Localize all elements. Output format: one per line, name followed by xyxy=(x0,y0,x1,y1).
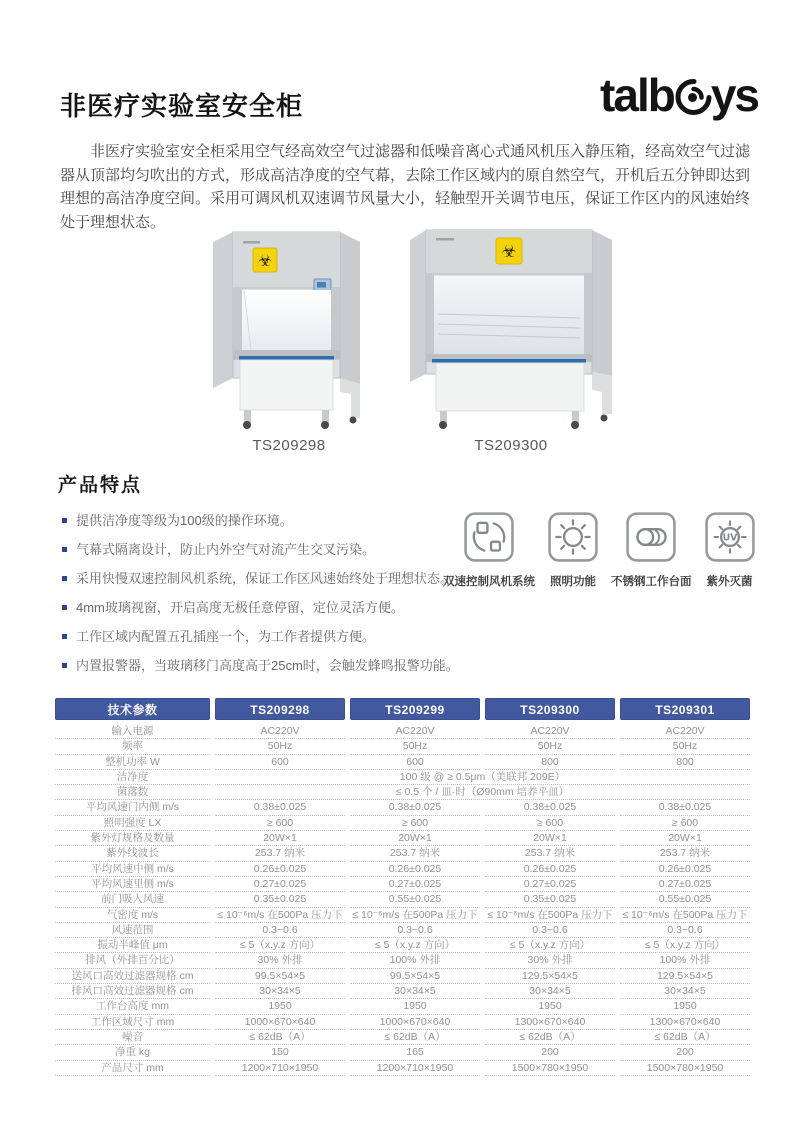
spec-value: AC220V xyxy=(485,724,615,739)
feature-text: 工作区域内配置五孔插座一个，为工作者提供方便。 xyxy=(76,629,376,644)
spec-value: 0.3~0.6 xyxy=(485,923,615,938)
features-heading: 产品特点 xyxy=(58,475,143,496)
svg-text:☣: ☣ xyxy=(501,242,517,261)
spec-value: 99.5×54×5 xyxy=(215,969,345,984)
spec-value: 30×34×5 xyxy=(350,984,480,999)
bullet-icon xyxy=(62,547,67,552)
spec-value: ≤ 5（x.y.z 方向） xyxy=(350,938,480,953)
spec-value: 50Hz xyxy=(620,739,750,754)
spec-row-label: 输入电源 xyxy=(55,724,210,739)
feature-icon-block-uv xyxy=(705,512,755,589)
spec-row-label: 工作区域尺寸 mm xyxy=(55,1015,210,1030)
spec-value: 0.55±0.025 xyxy=(620,892,750,907)
spec-value: 800 xyxy=(620,755,750,770)
spec-value: 0.27±0.025 xyxy=(350,877,480,892)
spec-value: 0.3~0.6 xyxy=(215,923,345,938)
spec-value: 0.38±0.025 xyxy=(485,800,615,815)
bullet-icon xyxy=(62,518,67,523)
spec-value: 0.27±0.025 xyxy=(620,877,750,892)
dual-speed-fan-icon xyxy=(464,512,514,562)
spec-row-label: 照明强度 LX xyxy=(55,816,210,831)
bullet-icon xyxy=(62,634,67,639)
spec-value: ≤ 10⁻⁶m/s 在500Pa 压力下 xyxy=(350,908,480,923)
spec-header-model: TS209299 xyxy=(350,698,480,720)
spec-value-span: ≤ 0.5 个 / 皿·时（Ø90mm 培养平皿） xyxy=(215,785,750,800)
spec-value: 99.5×54×5 xyxy=(350,969,480,984)
spec-value: 20W×1 xyxy=(620,831,750,846)
spec-value: ≤ 62dB（A） xyxy=(620,1030,750,1045)
spec-value: 1000×670×640 xyxy=(215,1015,345,1030)
spec-value: AC220V xyxy=(620,724,750,739)
spec-value: 200 xyxy=(620,1045,750,1060)
spec-row-label: 振动半峰值 μm xyxy=(55,938,210,953)
product-caption-1: TS209298 xyxy=(252,437,326,454)
spec-value: 600 xyxy=(350,755,480,770)
spec-value: 1200×710×1950 xyxy=(350,1061,480,1076)
product-figure-2 xyxy=(396,226,626,454)
feature-list xyxy=(62,506,459,680)
spec-row-label: 平均风速门内侧 m/s xyxy=(55,800,210,815)
logo-swirl-icon xyxy=(673,77,713,117)
brand-logo xyxy=(600,69,758,121)
spec-value: ≤ 62dB（A） xyxy=(350,1030,480,1045)
spec-value: 1300×670×640 xyxy=(485,1015,615,1030)
spec-value: 1500×780×1950 xyxy=(485,1061,615,1076)
bullet-icon xyxy=(62,663,67,668)
spec-value: 1950 xyxy=(485,999,615,1014)
feature-item xyxy=(62,651,459,680)
feature-icon-block-fan xyxy=(443,512,535,589)
feature-icon-label: 不锈钢工作台面 xyxy=(611,576,692,588)
spec-value-span: 100 级 @ ≥ 0.5μm（美联邦 209E） xyxy=(215,770,750,785)
spec-value: 253.7 纳米 xyxy=(350,846,480,861)
spec-value: 1000×670×640 xyxy=(350,1015,480,1030)
spec-row-label: 风速范围 xyxy=(55,923,210,938)
cabinet-photo-ts209298 xyxy=(183,226,395,430)
feature-item xyxy=(62,535,459,564)
spec-value: AC220V xyxy=(350,724,480,739)
spec-value: 253.7 纳米 xyxy=(215,846,345,861)
spec-value: 50Hz xyxy=(215,739,345,754)
spec-row-label: 送风口高效过滤器规格 cm xyxy=(55,969,210,984)
spec-value: ≤ 62dB（A） xyxy=(485,1030,615,1045)
bullet-icon xyxy=(62,576,67,581)
spec-value: 1950 xyxy=(620,999,750,1014)
spec-header-params: 技术参数 xyxy=(55,698,210,720)
spec-value: 200 xyxy=(485,1045,615,1060)
feature-text: 4mm玻璃视窗，开启高度无极任意停留，定位灵活方便。 xyxy=(76,600,404,615)
spec-value: 1950 xyxy=(350,999,480,1014)
intro-paragraph: 非医疗实验室安全柜采用空气经高效空气过滤器和低噪音离心式通风机压入静压箱，经高效空气过滤器从顶部均匀吹出的方式，形成高洁净度的空气幕，去除工作区域内的原自然空气，开机后五分钟即达到理想的高洁净度空间。采用可调风机双速调节风量大小，轻触型开关调节电压，保证工作区内的风速始终处于理想状态。 xyxy=(60,143,751,231)
spec-value: 30×34×5 xyxy=(620,984,750,999)
lighting-icon xyxy=(548,512,598,562)
spec-value: 129.5×54×5 xyxy=(485,969,615,984)
spec-value: 0.38±0.025 xyxy=(215,800,345,815)
cabinet-photo-ts209300 xyxy=(396,226,626,430)
product-figure-1 xyxy=(183,226,395,454)
spec-row-label: 净重 kg xyxy=(55,1045,210,1060)
uv-sterilize-icon xyxy=(705,512,755,562)
svg-text:☣: ☣ xyxy=(257,253,273,270)
spec-value: 0.27±0.025 xyxy=(485,877,615,892)
spec-value: 0.3~0.6 xyxy=(350,923,480,938)
feature-item xyxy=(62,564,459,593)
logo-text-right: ys xyxy=(710,69,758,121)
spec-value: 50Hz xyxy=(485,739,615,754)
spec-value: 30% 外排 xyxy=(485,953,615,968)
spec-value: AC220V xyxy=(215,724,345,739)
spec-value: 0.26±0.025 xyxy=(485,862,615,877)
spec-value: 20W×1 xyxy=(350,831,480,846)
spec-row-label: 排风口高效过滤器规格 cm xyxy=(55,984,210,999)
spec-row-label: 频率 xyxy=(55,739,210,754)
spec-value: 129.5×54×5 xyxy=(620,969,750,984)
spec-header-model: TS209301 xyxy=(620,698,750,720)
spec-row-label: 平均风速中侧 m/s xyxy=(55,862,210,877)
feature-text: 气幕式隔离设计，防止内外空气对流产生交叉污染。 xyxy=(76,542,376,557)
spec-value: 30×34×5 xyxy=(485,984,615,999)
feature-icon-row xyxy=(443,512,755,589)
spec-value: 0.27±0.025 xyxy=(215,877,345,892)
spec-value: 1300×670×640 xyxy=(620,1015,750,1030)
feature-item xyxy=(62,506,459,535)
spec-value: 0.38±0.025 xyxy=(620,800,750,815)
spec-value: 0.26±0.025 xyxy=(620,862,750,877)
feature-icon-block-light xyxy=(548,512,598,589)
spec-value: 0.55±0.025 xyxy=(350,892,480,907)
spec-value: 253.7 纳米 xyxy=(485,846,615,861)
spec-value: 100% 外排 xyxy=(350,953,480,968)
spec-value: 20W×1 xyxy=(485,831,615,846)
spec-value: 600 xyxy=(215,755,345,770)
spec-value: 253.7 纳米 xyxy=(620,846,750,861)
product-caption-2: TS209300 xyxy=(474,437,548,454)
stainless-worktop-icon xyxy=(626,512,676,562)
feature-item xyxy=(62,622,459,651)
spec-row-label: 平均风速里侧 m/s xyxy=(55,877,210,892)
feature-text: 内置报警器，当玻璃移门高度高于25cm时，会触发蜂鸣报警功能。 xyxy=(76,658,459,673)
spec-value: 0.26±0.025 xyxy=(215,862,345,877)
feature-icon-label: 照明功能 xyxy=(550,576,596,588)
spec-value: ≤ 10⁻⁶m/s 在500Pa 压力下 xyxy=(620,908,750,923)
spec-value: ≥ 600 xyxy=(215,816,345,831)
spec-value: 20W×1 xyxy=(215,831,345,846)
spec-row-label: 菌落数 xyxy=(55,785,210,800)
feature-icon-label: 紫外灭菌 xyxy=(706,576,753,588)
feature-icon-label: 双速控制风机系统 xyxy=(443,576,535,588)
spec-row-label: 紫外线波长 xyxy=(55,846,210,861)
spec-value: 1950 xyxy=(215,999,345,1014)
spec-table xyxy=(55,698,750,1076)
spec-value: 0.26±0.025 xyxy=(350,862,480,877)
spec-row-label: 排风（外排百分比） xyxy=(55,953,210,968)
spec-value: ≤ 10⁻⁶m/s 在500Pa 压力下 xyxy=(485,908,615,923)
spec-row-label: 噪音 xyxy=(55,1030,210,1045)
spec-value: 0.38±0.025 xyxy=(350,800,480,815)
spec-value: ≥ 600 xyxy=(350,816,480,831)
spec-value: ≤ 5（x.y.z 方向） xyxy=(485,938,615,953)
spec-value: ≥ 600 xyxy=(620,816,750,831)
spec-value: 1500×780×1950 xyxy=(620,1061,750,1076)
feature-text: 采用快慢双速控制风机系统，保证工作区风速始终处于理想状态。 xyxy=(76,571,454,586)
spec-value: 0.35±0.025 xyxy=(215,892,345,907)
spec-value: ≤ 10⁻⁶m/s 在500Pa 压力下 xyxy=(215,908,345,923)
spec-value: ≤ 5（x.y.z 方向） xyxy=(215,938,345,953)
spec-header-model: TS209298 xyxy=(215,698,345,720)
page-title: 非医疗实验室安全柜 xyxy=(60,91,304,121)
spec-row-label: 产品尺寸 mm xyxy=(55,1061,210,1076)
spec-row-label: 整机功率 W xyxy=(55,755,210,770)
spec-row-label: 气密度 m/s xyxy=(55,908,210,923)
feature-item xyxy=(62,593,459,622)
spec-value: 1200×710×1950 xyxy=(215,1061,345,1076)
spec-value: 150 xyxy=(215,1045,345,1060)
spec-value: ≥ 600 xyxy=(485,816,615,831)
spec-value: 165 xyxy=(350,1045,480,1060)
spec-value: 800 xyxy=(485,755,615,770)
logo-text-left: talb xyxy=(600,69,674,121)
spec-value: ≤ 62dB（A） xyxy=(215,1030,345,1045)
spec-value: 50Hz xyxy=(350,739,480,754)
spec-value: ≤ 5（x.y.z 方向） xyxy=(620,938,750,953)
feature-icon-block-worktop xyxy=(611,512,692,589)
spec-value: 0.35±0.025 xyxy=(485,892,615,907)
svg-text:UV: UV xyxy=(722,532,737,544)
spec-value: 30×34×5 xyxy=(215,984,345,999)
spec-row-label: 工作台高度 mm xyxy=(55,999,210,1014)
spec-value: 30% 外排 xyxy=(215,953,345,968)
spec-row-label: 洁净度 xyxy=(55,770,210,785)
spec-value: 0.3~0.6 xyxy=(620,923,750,938)
spec-header-model: TS209300 xyxy=(485,698,615,720)
spec-row-label: 紫外灯规格及数量 xyxy=(55,831,210,846)
spec-value: 100% 外排 xyxy=(620,953,750,968)
bullet-icon xyxy=(62,605,67,610)
feature-text: 提供洁净度等级为100级的操作环境。 xyxy=(76,513,293,528)
spec-row-label: 前门吸入风速 xyxy=(55,892,210,907)
